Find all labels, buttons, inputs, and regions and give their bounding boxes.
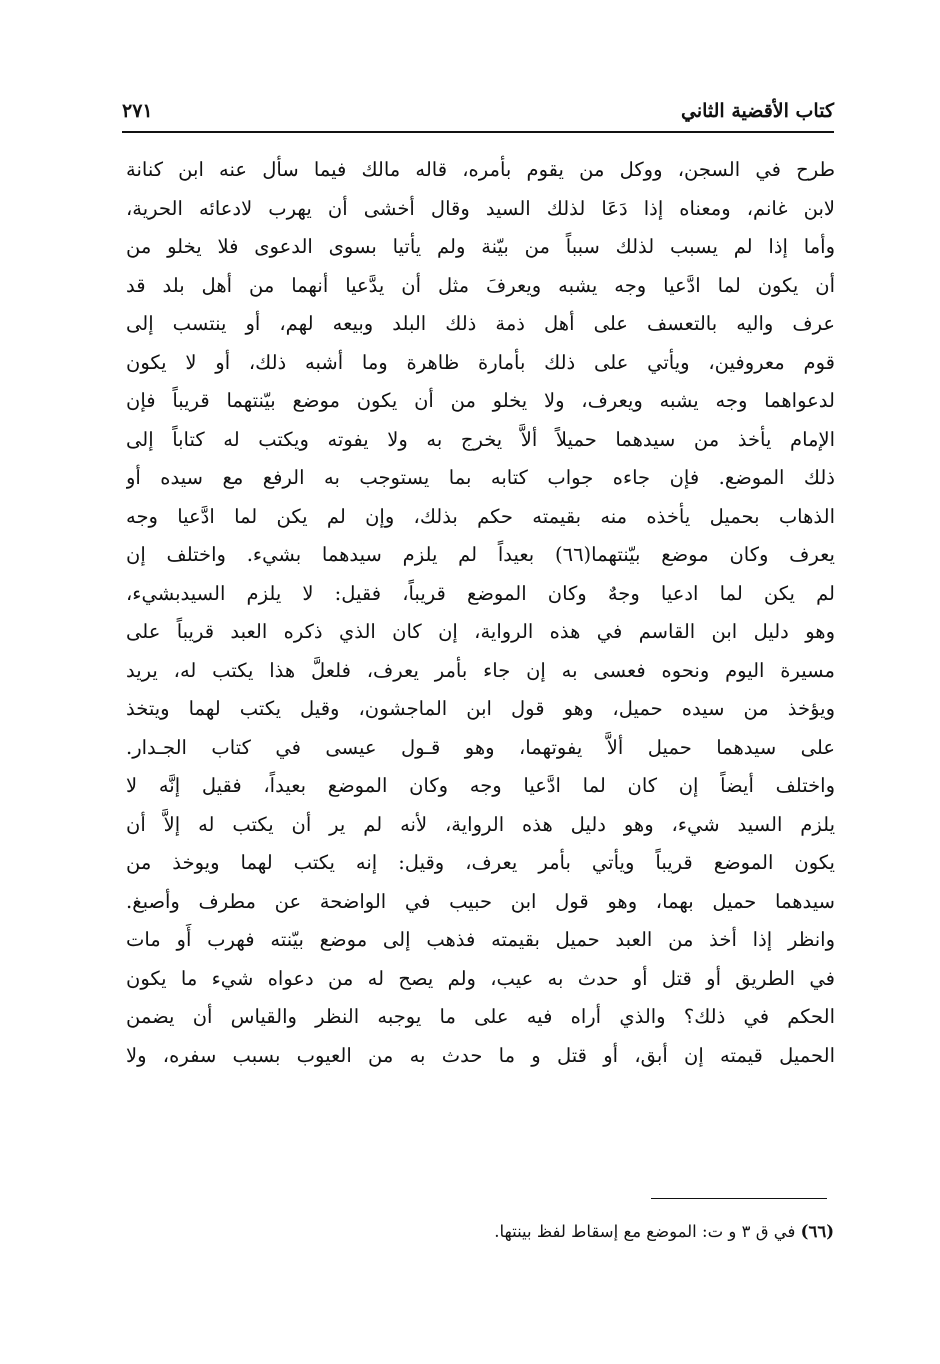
text-line: ويؤخذ من سيده حميل، وهو قول ابن الماجشون، وقيل يكتب لهما ويتخذ [126,697,835,720]
text-line: واختلف أيضاً إن كان لما ادَّعيا وجه وكان الموضع بعيداً، فقيل إنَّه لا [126,774,835,797]
footnote-number: (٦٦) [800,1222,834,1241]
text-line: عرف واليه بالتعسف على أهل ذمة ذلك البلد وبيعه لهم، أو ينتسب إلى [126,312,835,335]
text-line: لم يكن لما ادعيا وجهٌ وكان الموضع قريباً، فقيل: لا يلزم السيدبشيء، [126,581,835,605]
text-line: الذهاب بحميل يأخذه منه بقيمته حكم بذلك، وإن لم يكن لما ادَّعيا وجه [126,504,835,528]
text-line: الحميل قيمته إن أبق، أو قتل و ما حدث به من العيوب بسبب سفره، ولا [126,1043,835,1067]
text-line: يعرف وكان موضع بيّنتهما(٦٦) بعيداً لم يلزم سيدهما بشيء. واختلف إن [126,543,835,566]
text-line: وأما إذا لم يسبب لذلك سبباً من بيّنة ولم يأتيا بسوى الدعوى فلا يخلو من [126,235,835,258]
footnote [494,1217,834,1247]
text-line: على سيدهما حميل ألاَّ يفوتهما، وهو قـول عيسى في كتاب الجـدار. [126,735,835,759]
text-line: لدعواهما وجه يشبه ويعرف، ولا يخلو من أن يكون موضع بيّنتهما قريباً فإن [126,389,835,412]
text-line: سيدهما حميل بهما، وهو قول ابن حبيب في الواضحة عن مطرف وأصبغ. [126,889,835,913]
text-line: أن يكون لما ادَّعيا وجه يشبه ويعرفَ مثل أن يدَّعيا أنهما من أهل بلد قد [126,273,835,297]
text-line: يلزم السيد شيء، وهو دليل هذه الرواية، لأنه لم ير أن يكتب له إلاَّ أن [126,812,835,836]
text-line: وهو دليل ابن القاسم في هذه الرواية، إن كان الذي ذكره العبد قريباً على [126,620,835,643]
text-line: ذلك الموضع. فإن جاءه جواب كتابه بما يستوجب به الرفع مع سيده أو [126,466,835,489]
header-rule [122,131,834,133]
running-header [122,96,834,130]
text-line: يكون الموضع قريباً ويأتي بأمر يعرف، وقيل: إنه يكتب لهما ويوخذ من [126,851,835,874]
page-number: ٢٧١ [122,100,153,122]
text-line: طرح في السجن، ووكل من يقوم بأمره، قاله مالك فيما سأل عنه ابن كنانة [126,158,835,181]
text-line: وانظر إذا أخذ من العبد حميل بقيمته فذهب إلى موضع بيّنته فهرب أَو مات [126,928,835,951]
footnote-text: في ق ٣ و ت: الموضع مع إسقاط لفظ بينتها. [494,1222,796,1241]
text-line: لابن غانم، ومعناه إذا دَعَا لذلك السيد وقال أخشى أن يهرب لادعائه الحرية، [126,196,835,220]
header-title: كتاب الأقضية الثاني [681,100,834,122]
text-line: الإمام يأخذ من سيدهما حميلاً ألاَّ يخرج به ولا يفوته ويكتب له كتاباً إلى [126,427,835,451]
main-text [126,151,835,1075]
text-line: في الطريق أو قتل أو حدث به عيب، ولم يصح له من دعواه شيء ما يكون [126,966,835,990]
text-line: مسيرة اليوم ونحوه فعسى به إن جاء بأمر يعرف، فلعلَّ هذا يكتب له، يريد [126,658,835,682]
text-line: الحكم في ذلك؟ والذي أراه فيه على ما يوجبه النظر والقياس أن يضمن [126,1005,835,1028]
text-line: قوم معروفين، ويأتي على ذلك بأمارة ظاهرة وما أشبه ذلك، أو لا يكون [126,350,835,374]
footnote-separator [651,1198,827,1199]
